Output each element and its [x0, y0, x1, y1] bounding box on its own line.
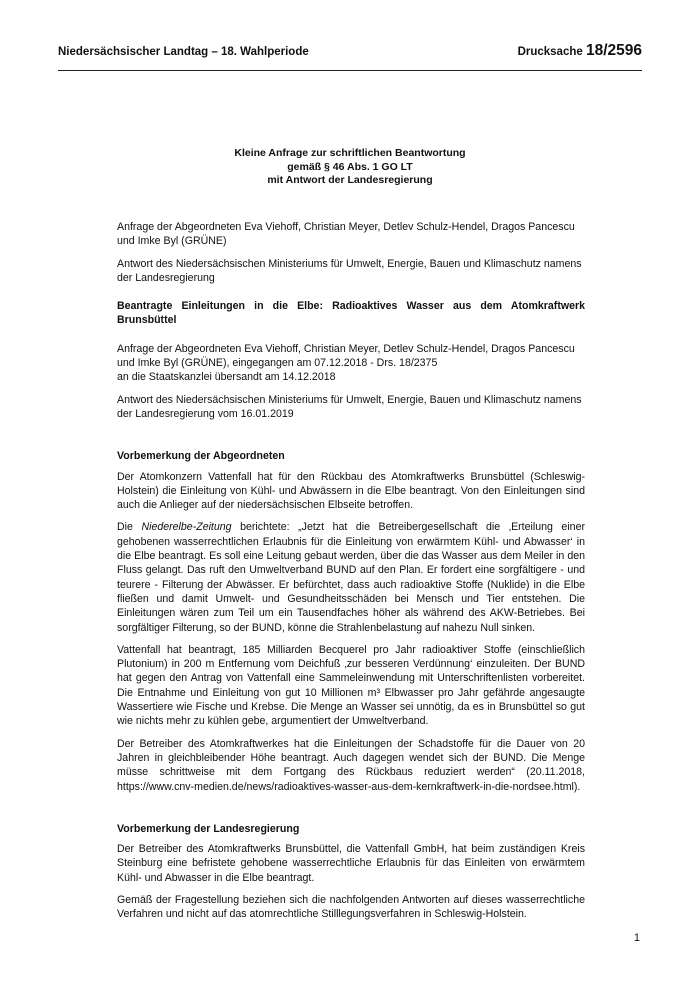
section-heading-landesregierung: Vorbemerkung der Landesregierung: [117, 822, 300, 835]
intro-answer: Antwort des Niedersächsischen Ministeriums für Umwelt, Energie, Bauen und Klimaschutz namens der Landesregierung: [117, 257, 582, 284]
title-line-3: mit Antwort der Landesregierung: [267, 174, 433, 186]
document-number: [518, 42, 642, 60]
page-header: [58, 42, 642, 66]
document-number-label: Drucksache: [517, 46, 586, 58]
newspaper-name: Niederelbe-Zeitung: [141, 521, 232, 534]
section-heading-abgeordnete: Vorbemerkung der Abgeordneten: [117, 450, 285, 463]
abgeordnete-paragraph-2: [117, 520, 585, 634]
abgeordnete-paragraph-3: Vattenfall hat beantragt, 185 Milliarden Becquerel pro Jahr radioaktiver Stoffe (einschließlich Plutonium) in 200 m Entfernung vom Deichfuß ‚zur besseren Verdünnung‘ einzuleiten. Der BUND hat gegen den Antrag von Vattenfall eine Sammeleinwendung mit Unterschriftenlisten vorbereitet. Die Entnahme und Einleitung von gut 10 Millionen m³ Elbwasser pro Jahr gefährde angesaugte Wassertiere wie Fische und Krebse. Die Menge an Wasser sei unnötig, da es in Brunsbüttel so gut wie nichts mehr zu kühlen gebe, argumentiert der Umweltverband.: [117, 643, 585, 728]
abgeordnete-paragraph-4: Der Betreiber des Atomkraftwerkes hat die Einleitungen der Schadstoffe für die Dauer von 20 Jahren in gleichbleibender Höhe beantragt. Auch dagegen wendet sich der BUND. Die Menge müsse schrittweise mit dem Fortgang des Rückbaus reduziert werden“ (20.11.2018, https://www.cnv-medien.de/news/radioaktives-wasser-aus-dem-kernkraftwerk-in-die-nordsee.html).: [117, 737, 585, 793]
inquiry-details-received: Anfrage der Abgeordneten Eva Viehoff, Christian Meyer, Detlev Schulz-Hendel, Dragos Pancescu und Imke Byl (GRÜNE), eingegangen am 07.12.2018 - Drs. 18/2375: [117, 342, 575, 370]
title-line-1: Kleine Anfrage zur schriftlichen Beantwortung: [234, 147, 466, 159]
landesregierung-paragraph-1: Der Betreiber des Atomkraftwerks Brunsbüttel, die Vattenfall GmbH, hat beim zuständigen Kreis Steinburg eine befristete gehobene wasserrechtliche Erlaubnis für das Einleiten von erwärmtem Kühl- und Abwasser in die Elbe beantragt.: [117, 843, 585, 884]
header-divider: [58, 70, 642, 71]
title-line-2: gemäß § 46 Abs. 1 GO LT: [287, 160, 413, 173]
subject-heading: Beantragte Einleitungen in die Elbe: Radioaktives Wasser aus dem Atomkraftwerk Brunsbüttel: [117, 300, 585, 327]
document-number-value: 18/2596: [585, 42, 642, 59]
inquiry-details-forwarded: an die Staatskanzlei übersandt am 14.12.2018: [117, 371, 336, 384]
page-number: 1: [633, 932, 640, 944]
abgeordnete-paragraph-2-post: berichtete: „Jetzt hat die Betreibergesellschaft die ‚Erteilung einer gehobenen wasserrechtlichen Erlaubnis für die Einleitung von erwärmtem Kühl- und Abwasser‘ in die Elbe beantragt. Es soll eine Leitung gebaut werden, über die das Wasser aus dem Meiler in den Fluss gelangt. Das ruft den Umweltverband BUND auf den Plan. Er fordert eine sorgfältigere - und teurere - Filterung der Abwässer. Er befürchtet, dass auch radioaktive Stoffe (Nuklide) in die Elbe fließen und damit Umwelt- und Gesundheitsschäden bei Mensch und Tier entstehen. Die Einleitungen wären zum Teil um ein Tausendfaches höher als während des AKW-Betriebes. Bei sorgfältiger Filterung, so der BUND, könne die Strahlenbelastung auf nahezu Null sinken.: [117, 521, 585, 634]
abgeordnete-paragraph-2-pre: Die: [117, 521, 142, 534]
parliament-period: Niedersächsischer Landtag – 18. Wahlperiode: [58, 46, 309, 58]
document-body: [117, 220, 585, 930]
abgeordnete-paragraph-1: Der Atomkonzern Vattenfall hat für den Rückbau des Atomkraftwerks Brunsbüttel (Schleswig-Holstein) die Einleitung von Kühl- und Abwässern in die Elbe beantragt. Von den Einleitungen sind auch die Anlieger auf der niedersächsischen Elbseite betroffen.: [117, 470, 585, 512]
intro-inquiry: Anfrage der Abgeordneten Eva Viehoff, Christian Meyer, Detlev Schulz-Hendel, Dragos Pancescu und Imke Byl (GRÜNE): [117, 221, 575, 248]
document-title: [58, 147, 642, 188]
answer-details: Antwort des Niedersächsischen Ministeriums für Umwelt, Energie, Bauen und Klimaschutz namens der Landesregierung vom 16.01.2019: [117, 393, 582, 420]
inquiry-details: [117, 342, 585, 385]
landesregierung-paragraph-2: Gemäß der Fragestellung beziehen sich die nachfolgenden Antworten auf dieses wasserrechtliche Verfahren und nicht auf das atomrechtliche Stilllegungsverfahren in Schleswig-Holstein.: [117, 893, 585, 921]
